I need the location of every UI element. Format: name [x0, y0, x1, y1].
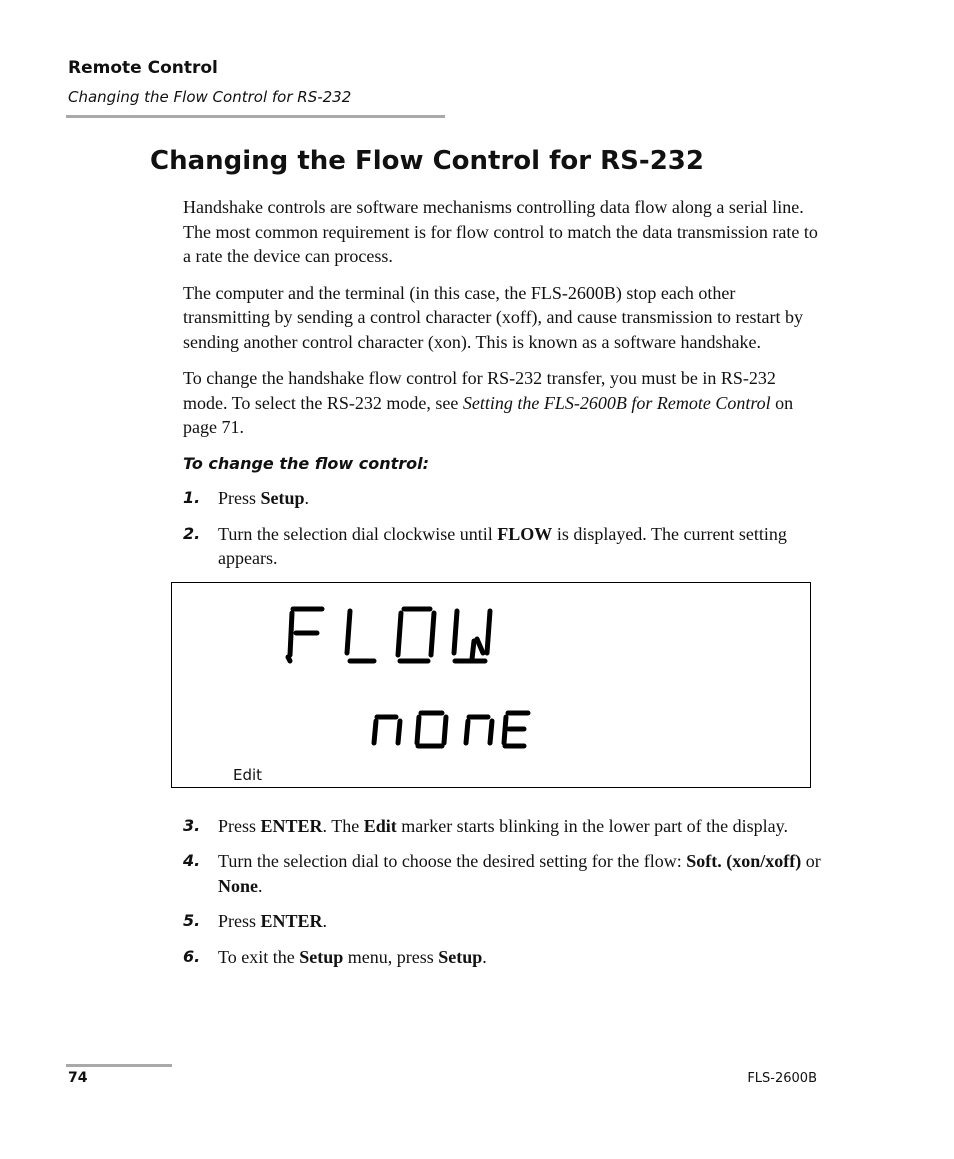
lcd-char-n-1 — [374, 717, 400, 743]
product-name: FLS-2600B — [747, 1071, 817, 1086]
step-text — [218, 849, 823, 898]
step-text-part: . — [322, 911, 328, 931]
lcd-char-o — [398, 609, 434, 661]
paragraph-mode-text: To change the handshake flow control for RS-232 transfer, you must be in RS-232 mode. To select the RS-232 mode, see — [183, 368, 776, 413]
step — [183, 814, 823, 839]
step-text-part: or — [801, 851, 821, 871]
content — [183, 195, 823, 980]
paragraph-mode — [183, 366, 823, 440]
ui-term: Setup — [260, 488, 305, 508]
step-number: 1. — [183, 488, 201, 507]
ui-term: ENTER — [260, 815, 323, 836]
ui-term: Edit — [363, 815, 397, 836]
ui-term: None — [218, 875, 258, 896]
ui-term: Soft. (xon/xoff) — [686, 851, 802, 871]
edit-marker: Edit — [233, 765, 263, 784]
header-section: Remote Control — [68, 58, 218, 78]
lcd-char-w — [454, 611, 490, 661]
step-text-part: Press — [218, 911, 261, 931]
page-number: 74 — [68, 1070, 88, 1086]
step-text-part: Turn the selection dial clockwise until — [218, 523, 498, 544]
step-number: 6. — [183, 946, 201, 966]
step-text — [218, 945, 823, 970]
lcd-display — [171, 582, 811, 788]
step-text — [218, 486, 823, 511]
step — [183, 945, 823, 970]
paragraph-intro: Handshake controls are software mechanisms controlling data flow along a serial line. The most common requirement is for flow control to match the data transmission rate to a rate the device can process. — [183, 197, 818, 266]
step-number: 5. — [183, 911, 201, 930]
lcd-char-n-2 — [466, 717, 492, 743]
paragraph-handshake: The computer and the terminal (in this case, the FLS-2600B) stop each other transmitting by sending a control character (xoff), and cause transmission to restart by sending another control character (xon). This is known as a software handshake. — [183, 282, 803, 352]
step — [183, 486, 823, 511]
paragraph-mode-page: on page 71. — [183, 392, 794, 437]
step-text-part: marker starts blinking in the lower part of the display. — [396, 815, 788, 836]
header-subsection: Changing the Flow Control for RS-232 — [68, 88, 352, 106]
cross-reference-link[interactable]: Setting the FLS-2600B for Remote Control — [462, 392, 771, 413]
ui-term: Setup — [438, 946, 483, 967]
step-text-part: menu, press — [343, 946, 439, 967]
procedure-title: To change the flow control: — [183, 453, 430, 473]
step-text — [218, 909, 823, 934]
step-text-part: . — [304, 488, 310, 508]
ui-term: ENTER — [260, 911, 323, 931]
step — [183, 522, 823, 571]
step-text — [218, 522, 823, 571]
step-text-part: Turn the selection dial to choose the desired setting for the flow: — [218, 851, 687, 871]
lcd-char-l — [347, 611, 374, 661]
lcd-char-e — [504, 713, 528, 746]
step — [183, 909, 823, 934]
step-text-part: . — [482, 946, 487, 967]
step-number: 3. — [183, 815, 201, 835]
step-text-part: To exit the — [218, 946, 300, 967]
step-text-part: . The — [322, 815, 364, 836]
lcd-char-o-2 — [417, 713, 446, 746]
step-text-part: . — [258, 875, 263, 896]
ui-term: FLOW — [497, 523, 553, 544]
ui-term: Setup — [299, 946, 344, 967]
step-text-part: Press — [218, 488, 261, 508]
footer-rule — [66, 1064, 172, 1067]
page-title: Changing the Flow Control for RS-232 — [150, 146, 704, 176]
header-rule — [66, 115, 445, 118]
lcd-char-f — [288, 609, 322, 661]
lcd-segments — [172, 583, 812, 789]
step — [183, 849, 823, 898]
step-text-part: is displayed. The current setting appears. — [218, 523, 787, 568]
step-number: 4. — [183, 851, 201, 870]
step-number: 2. — [183, 523, 201, 543]
step-text-part: Press — [218, 815, 261, 836]
step-text — [218, 814, 823, 839]
